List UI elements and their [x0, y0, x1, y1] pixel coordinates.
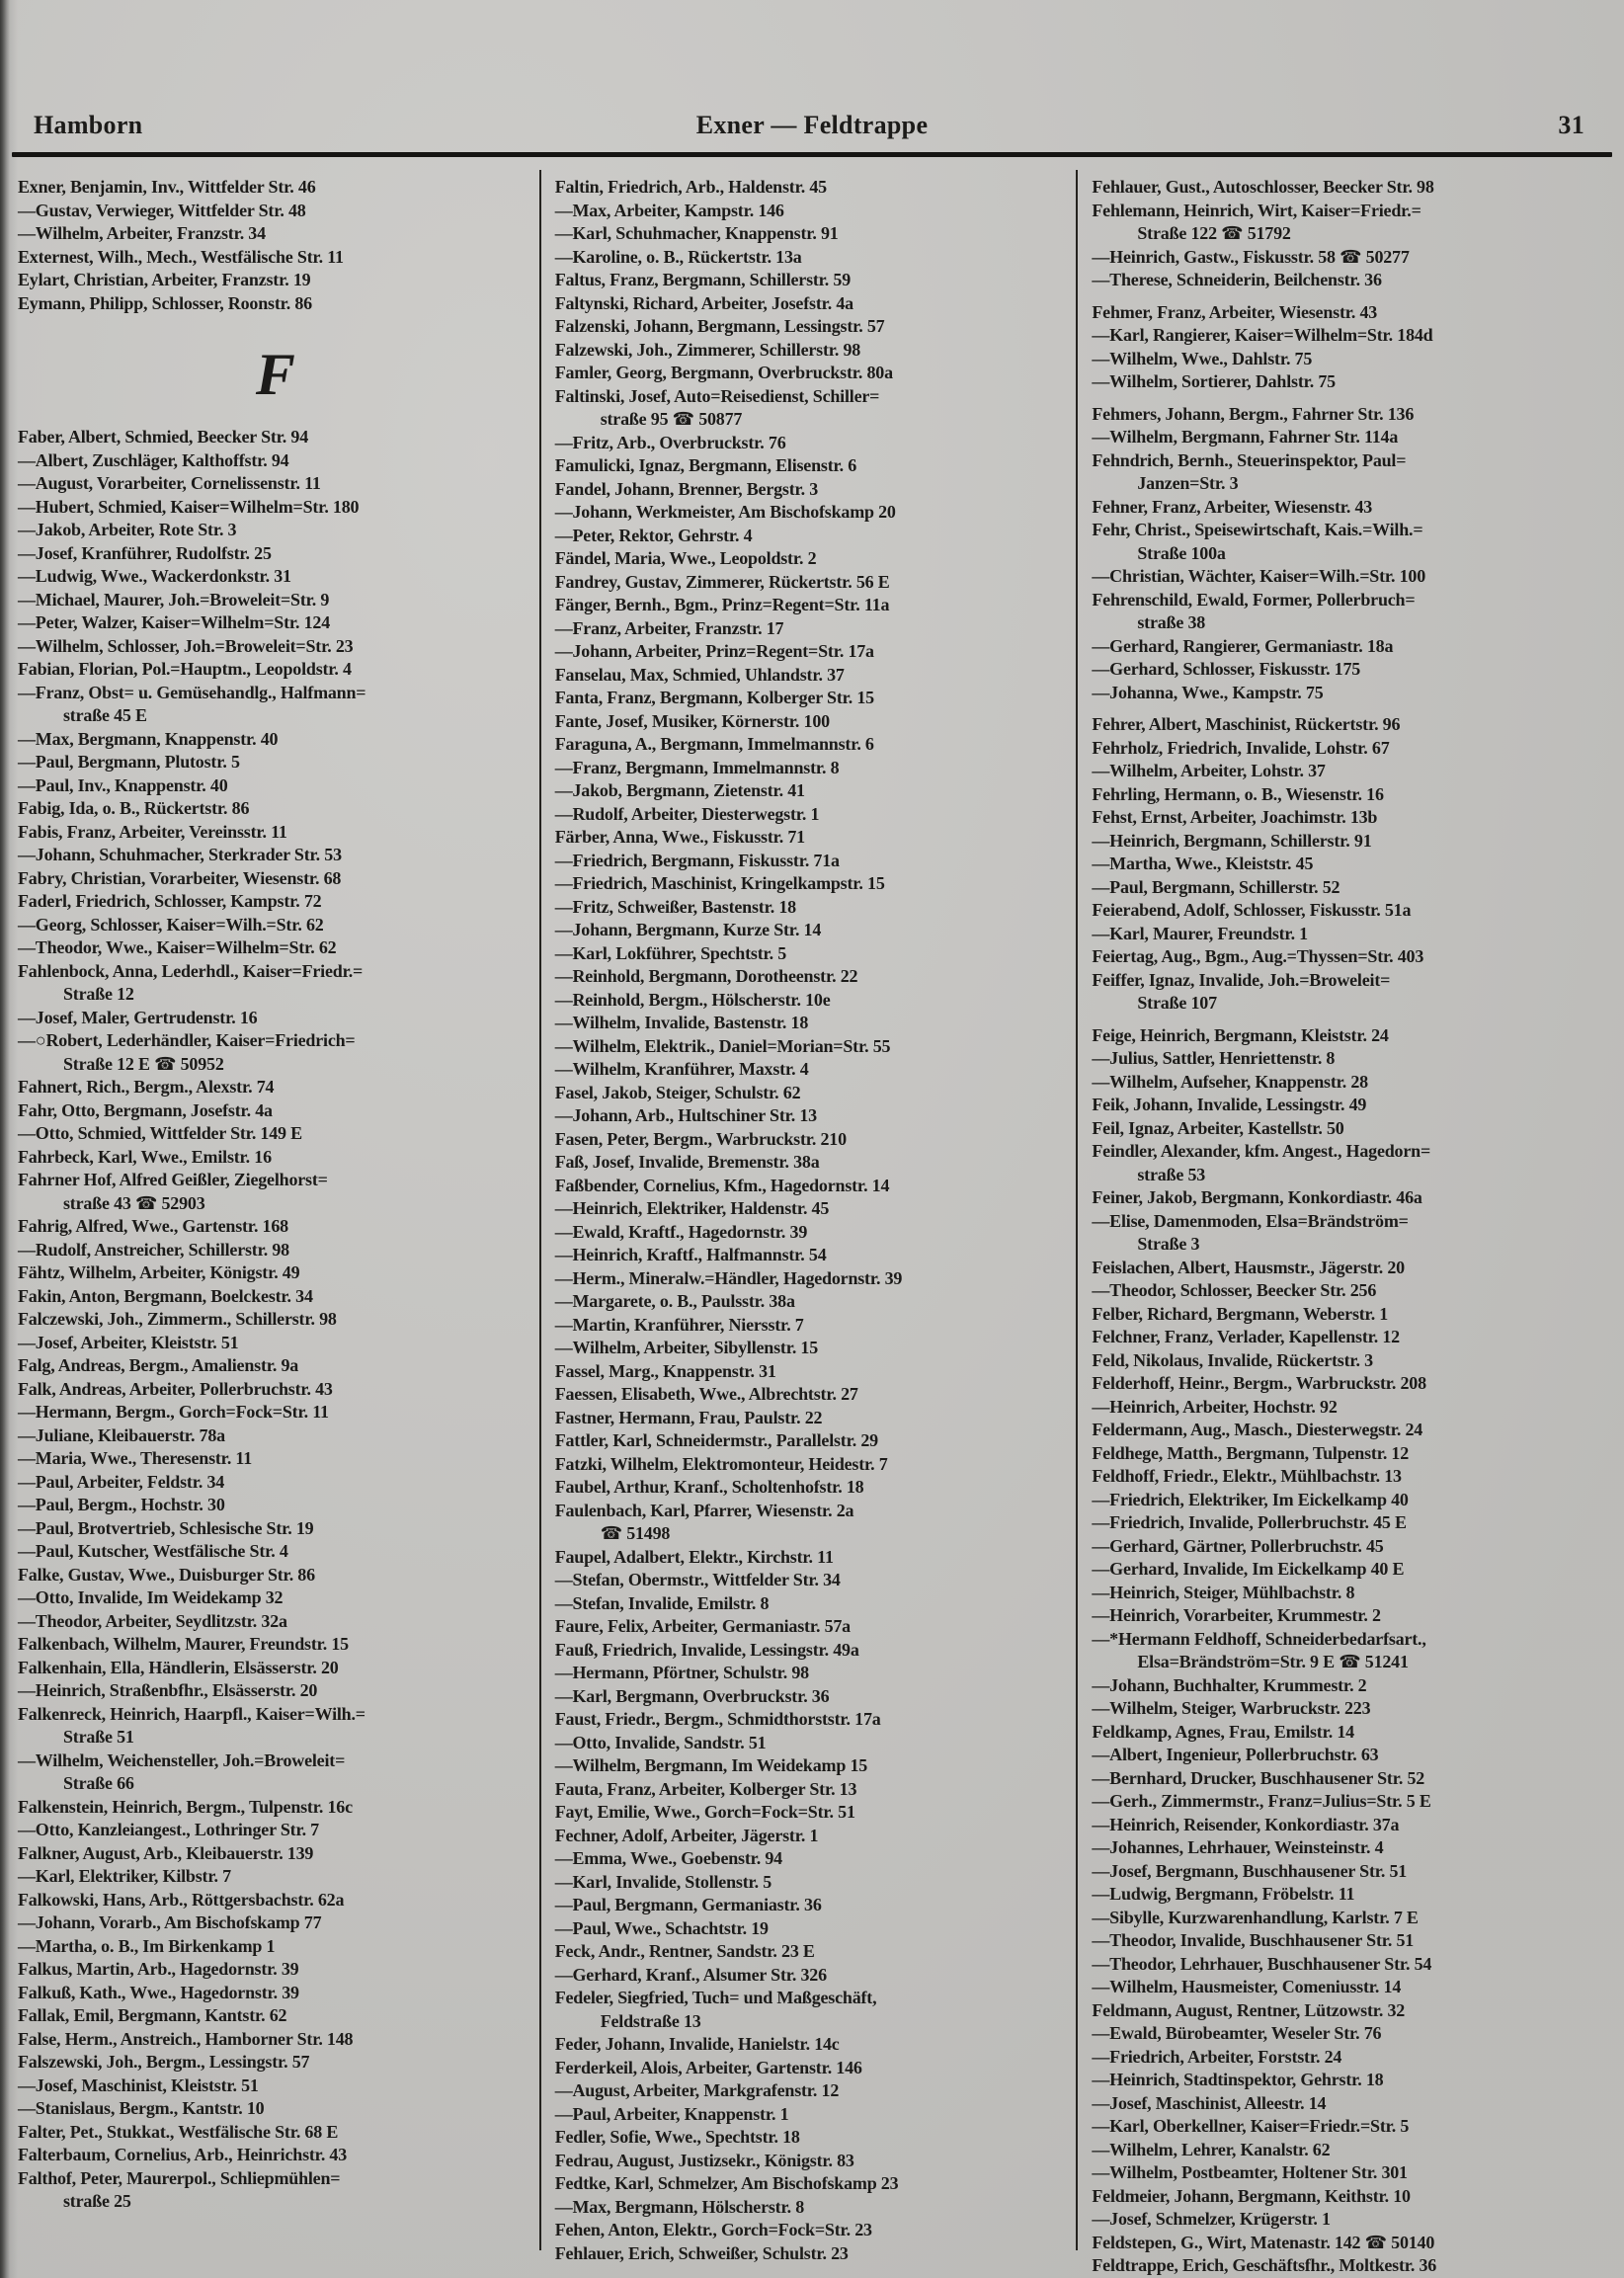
directory-entry: —Josef, Maschinist, Kleiststr. 51 — [18, 2075, 259, 2095]
directory-entry: Externest, Wilh., Mech., Westfälische Str. 11 — [18, 246, 344, 267]
directory-entry: —Paul, Wwe., Schachtstr. 19 — [554, 1917, 769, 1938]
directory-entry: —Hermann, Bergm., Gorch=Fock=Str. 11 — [18, 1402, 329, 1422]
directory-entry: —Stanislaus, Bergm., Kantstr. 10 — [18, 2098, 265, 2118]
directory-entry: —Fritz, Schweißer, Bastenstr. 18 — [554, 896, 796, 917]
directory-entry: Feiner, Jakob, Bergmann, Konkordiastr. 46a — [1092, 1187, 1422, 1207]
directory-entry: —Martha, Wwe., Kleiststr. 45 — [1092, 854, 1314, 873]
directory-entry: Feierabend, Adolf, Schlosser, Fiskusstr. 51a — [1092, 900, 1412, 920]
directory-entry: —Johann, Bergmann, Kurze Str. 14 — [554, 920, 822, 939]
directory-entry: —Heinrich, Steiger, Mühlbachstr. 8 — [1092, 1582, 1355, 1602]
directory-entry: Falszewski, Joh., Bergm., Lessingstr. 57 — [18, 2052, 310, 2072]
directory-entry: —Heinrich, Bergmann, Schillerstr. 91 — [1092, 830, 1372, 851]
directory-entry: Falkus, Martin, Arb., Hagedornstr. 39 — [18, 1959, 299, 1979]
directory-entry: Faure, Felix, Arbeiter, Germaniastr. 57a — [554, 1616, 851, 1636]
directory-entry: —Rudolf, Anstreicher, Schillerstr. 98 — [18, 1239, 289, 1260]
directory-entry: Fasen, Peter, Bergm., Warbruckstr. 210 — [554, 1128, 847, 1149]
directory-entry: Eymann, Philipp, Schlosser, Roonstr. 86 — [18, 292, 312, 313]
directory-entry: —Franz, Bergmann, Immelmannstr. 8 — [554, 757, 840, 777]
directory-entry: Faupel, Adalbert, Elektr., Kirchstr. 11 — [554, 1546, 834, 1567]
directory-entry: —Johanna, Wwe., Kampstr. 75 — [1092, 682, 1324, 702]
directory-entry: —Wilhelm, Postbeamter, Holtener Str. 301 — [1092, 2162, 1408, 2182]
directory-entry: Fandel, Johann, Brenner, Bergstr. 3 — [554, 478, 819, 499]
directory-entry: Fallak, Emil, Bergmann, Kantstr. 62 — [18, 2005, 287, 2025]
directory-entry: —Heinrich, Straßenbfhr., Elsässerstr. 20 — [18, 1680, 318, 1700]
directory-entry: Fastner, Hermann, Frau, Paulstr. 22 — [554, 1407, 823, 1427]
directory-entry: Fedler, Sofie, Wwe., Spechtstr. 18 — [554, 2127, 800, 2147]
directory-entry-continuation: straße 38 — [1137, 612, 1206, 632]
directory-entry: Falczewski, Joh., Zimmerm., Schillerstr. 98 — [18, 1309, 337, 1329]
directory-entry: Falthof, Peter, Maurerpol., Schliepmühlen= — [18, 2167, 341, 2188]
running-head-town: Hamborn — [34, 111, 143, 139]
directory-entry: —Johann, Arbeiter, Prinz=Regent=Str. 17a — [554, 641, 874, 661]
directory-entry: Fedeler, Siegfried, Tuch= und Maßgeschäft, — [554, 1988, 877, 2007]
directory-entry: —Gerhard, Gärtner, Pollerbruchstr. 45 — [1092, 1535, 1384, 1556]
directory-entry: —Heinrich, Reisender, Konkordiastr. 37a — [1092, 1814, 1400, 1834]
directory-entry: —Otto, Invalide, Sandstr. 51 — [554, 1732, 767, 1752]
directory-entry: —Hubert, Schmied, Kaiser=Wilhelm=Str. 180 — [18, 496, 360, 517]
page-header — [0, 111, 1624, 150]
directory-entry: Fahrig, Alfred, Wwe., Gartenstr. 168 — [18, 1216, 288, 1236]
directory-entry: Fehr, Christ., Speisewirtschaft, Kais.=Wilh.= — [1092, 520, 1423, 539]
directory-entry: —Wilhelm, Bergmann, Im Weidekamp 15 — [554, 1755, 868, 1775]
directory-entry: Fehner, Franz, Arbeiter, Wiesenstr. 43 — [1092, 496, 1373, 517]
directory-entry: Fauß, Friedrich, Invalide, Lessingstr. 49a — [554, 1639, 859, 1660]
directory-entry: Fahr, Otto, Bergmann, Josefstr. 4a — [18, 1099, 273, 1120]
directory-entry: Feder, Johann, Invalide, Hanielstr. 14c — [554, 2034, 840, 2054]
directory-entry: Falg, Andreas, Bergm., Amalienstr. 9a — [18, 1355, 299, 1375]
directory-entry: —Josef, Maschinist, Alleestr. 14 — [1092, 2092, 1327, 2113]
directory-entry: —*Hermann Feldhoff, Schneiderbedarfsart., — [1092, 1628, 1426, 1649]
directory-entry: Falterbaum, Cornelius, Arb., Heinrichstr. 43 — [18, 2145, 348, 2164]
directory-entry: —Julius, Sattler, Henriettenstr. 8 — [1092, 1048, 1336, 1068]
directory-entry: —Wilhelm, Kranführer, Maxstr. 4 — [554, 1059, 809, 1079]
directory-column-2 — [541, 170, 1077, 2278]
column-gap — [1092, 704, 1620, 713]
directory-entry-continuation: Straße 100a — [1137, 542, 1226, 563]
column-gap — [1092, 1016, 1620, 1024]
directory-entry-continuation: straße 43 ☎ 52903 — [63, 1192, 205, 1213]
directory-entry: —Heinrich, Arbeiter, Hochstr. 92 — [1092, 1396, 1338, 1417]
section-letter: F — [255, 342, 295, 407]
directory-entry: —Theodor, Invalide, Buschhausener Str. 51 — [1092, 1930, 1415, 1950]
directory-entry: —Max, Bergmann, Knappenstr. 40 — [18, 728, 279, 749]
directory-entry: Faltinski, Josef, Auto=Reisedienst, Schiller= — [554, 385, 880, 406]
directory-entry: —Emma, Wwe., Goebenstr. 94 — [554, 1848, 782, 1868]
directory-entry: —Karl, Bergmann, Overbruckstr. 36 — [554, 1685, 830, 1706]
directory-entry: Feiffer, Ignaz, Invalide, Joh.=Broweleit= — [1092, 969, 1391, 990]
directory-entry: —Wilhelm, Hausmeister, Comeniusstr. 14 — [1092, 1977, 1402, 1996]
directory-entry: —Friedrich, Elektriker, Im Eickelkamp 40 — [1092, 1489, 1409, 1509]
directory-entry: Feldstepen, G., Wirt, Matenastr. 142 ☎ 50140 — [1092, 2232, 1435, 2252]
directory-entry: —Max, Bergmann, Hölscherstr. 8 — [554, 2196, 804, 2217]
directory-entry: Fandrey, Gustav, Zimmerer, Rückertstr. 56 E — [554, 571, 890, 592]
directory-entry: Falzewski, Joh., Zimmerer, Schillerstr. 98 — [554, 339, 861, 360]
directory-entry: —Michael, Maurer, Joh.=Broweleit=Str. 9 — [18, 589, 330, 610]
directory-entry: Famulicki, Ignaz, Bergmann, Elisenstr. 6 — [554, 455, 857, 475]
directory-entry: —Max, Arbeiter, Kampstr. 146 — [554, 200, 784, 220]
directory-entry: —Jakob, Arbeiter, Rote Str. 3 — [18, 520, 237, 539]
directory-entry-continuation: Elsa=Brändström=Str. 9 E ☎ 51241 — [1137, 1652, 1409, 1671]
column-gap — [1092, 394, 1620, 403]
directory-entry: —Wilhelm, Bergmann, Fahrner Str. 114a — [1092, 427, 1399, 447]
directory-entry-continuation: Feldstraße 13 — [600, 2010, 701, 2031]
directory-entry: —Karl, Maurer, Freundstr. 1 — [1092, 923, 1308, 943]
directory-entry: Faltynski, Richard, Arbeiter, Josefstr. 4a — [554, 292, 853, 313]
directory-entry: Felber, Richard, Bergmann, Weberstr. 1 — [1092, 1303, 1389, 1324]
directory-entry: —Otto, Invalide, Im Weidekamp 32 — [18, 1587, 284, 1607]
directory-entry: —Theodor, Arbeiter, Seydlitzstr. 32a — [18, 1610, 287, 1631]
directory-entry: —August, Vorarbeiter, Cornelissenstr. 11 — [18, 473, 321, 493]
directory-entry: —Reinhold, Bergmann, Dorotheenstr. 22 — [554, 966, 858, 986]
directory-entry: Faderl, Friedrich, Schlosser, Kampstr. 72 — [18, 891, 322, 911]
directory-entry: —Elise, Damenmoden, Elsa=Brändström= — [1092, 1210, 1409, 1231]
directory-entry: —Wilhelm, Arbeiter, Sibyllenstr. 15 — [554, 1338, 819, 1357]
directory-entry: —Therese, Schneiderin, Beilchenstr. 36 — [1092, 270, 1382, 289]
directory-entry: Fahrner Hof, Alfred Geißler, Ziegelhorst= — [18, 1170, 328, 1189]
directory-entry: —Paul, Bergmann, Schillerstr. 52 — [1092, 876, 1340, 897]
directory-entry: Fechner, Adolf, Arbeiter, Jägerstr. 1 — [554, 1825, 819, 1845]
directory-entry: Fehndrich, Bernh., Steuerinspektor, Paul= — [1092, 449, 1407, 470]
directory-entry: Fahnert, Rich., Bergm., Alexstr. 74 — [18, 1077, 275, 1097]
directory-entry-continuation: straße 95 ☎ 50877 — [600, 409, 743, 429]
directory-entry: Feige, Heinrich, Bergmann, Kleiststr. 24 — [1092, 1024, 1389, 1045]
directory-entry: Fehlemann, Heinrich, Wirt, Kaiser=Friedr.= — [1092, 200, 1421, 220]
directory-entry: —Paul, Arbeiter, Knappenstr. 1 — [554, 2103, 789, 2124]
directory-entry: —Paul, Kutscher, Westfälische Str. 4 — [18, 1541, 288, 1561]
directory-entry-continuation: Straße 66 — [63, 1773, 134, 1793]
directory-entry: Feldermann, Aug., Masch., Diesterwegstr. 24 — [1092, 1420, 1423, 1439]
directory-entry: Fahlenbock, Anna, Lederhdl., Kaiser=Friedr.= — [18, 960, 364, 981]
directory-entry: Faessen, Elisabeth, Wwe., Albrechtstr. 27 — [554, 1384, 858, 1404]
directory-entry: —Sibylle, Kurzwarenhandlung, Karlstr. 7 E — [1092, 1907, 1419, 1927]
directory-entry: —Jakob, Bergmann, Zietenstr. 41 — [554, 780, 805, 800]
directory-entry: —Albert, Ingenieur, Pollerbruchstr. 63 — [1092, 1745, 1379, 1764]
directory-entry-continuation: Straße 107 — [1137, 993, 1217, 1013]
directory-entry: Fehlauer, Gust., Autoschlosser, Beecker Str. 98 — [1092, 177, 1434, 197]
directory-entry: —Heinrich, Elektriker, Haldenstr. 45 — [554, 1198, 830, 1218]
directory-entry: Exner, Benjamin, Inv., Wittfelder Str. 46 — [18, 177, 316, 197]
directory-entry: —Theodor, Schlosser, Beecker Str. 256 — [1092, 1280, 1377, 1300]
directory-entry: —Herm., Mineralw.=Händler, Hagedornstr. 39 — [554, 1267, 903, 1288]
directory-entry: —Wilhelm, Steiger, Warbruckstr. 223 — [1092, 1698, 1371, 1718]
directory-entry: —Ewald, Kraftf., Hagedornstr. 39 — [554, 1221, 808, 1242]
directory-entry: —Theodor, Wwe., Kaiser=Wilhelm=Str. 62 — [18, 937, 337, 957]
directory-entry: —Margarete, o. B., Paulsstr. 38a — [554, 1291, 795, 1311]
directory-entry: Feik, Johann, Invalide, Lessingstr. 49 — [1092, 1095, 1367, 1114]
directory-entry: —Wilhelm, Wwe., Dahlstr. 75 — [1092, 348, 1313, 368]
directory-entry: —○Robert, Lederhändler, Kaiser=Friedrich= — [18, 1030, 356, 1050]
directory-entry: Fehlauer, Erich, Schweißer, Schulstr. 23 — [554, 2242, 849, 2263]
directory-entry: Falter, Pet., Stukkat., Westfälische Str. 68 E — [18, 2121, 339, 2142]
directory-entry: —Otto, Kanzleiangest., Lothringer Str. 7 — [18, 1820, 319, 1839]
directory-entry: —Martin, Kranführer, Niersstr. 7 — [554, 1314, 804, 1335]
directory-entry: —August, Arbeiter, Markgrafenstr. 12 — [554, 2080, 840, 2100]
directory-entry: —Ewald, Bürobeamter, Weseler Str. 76 — [1092, 2023, 1382, 2043]
directory-entry: —Johann, Schuhmacher, Sterkrader Str. 53 — [18, 845, 342, 864]
directory-entry: Fanselau, Max, Schmied, Uhlandstr. 37 — [554, 664, 845, 685]
directory-entry: —Rudolf, Arbeiter, Diesterwegstr. 1 — [554, 803, 820, 824]
directory-entry: —Gerh., Zimmermstr., Franz=Julius=Str. 5 E — [1092, 1791, 1431, 1811]
directory-entry: —Stefan, Obermstr., Wittfelder Str. 34 — [554, 1570, 841, 1589]
directory-entry: Fanta, Franz, Bergmann, Kolberger Str. 15 — [554, 688, 874, 707]
directory-entry: —Johannes, Lehrhauer, Weinsteinstr. 4 — [1092, 1837, 1384, 1857]
directory-entry: —Johann, Vorarb., Am Bischofskamp 77 — [18, 1912, 322, 1932]
directory-entry: —Friedrich, Maschinist, Kringelkampstr. 15 — [554, 873, 885, 893]
directory-entry-continuation: ☎ 51498 — [600, 1523, 671, 1543]
directory-entry: Feldtrappe, Erich, Geschäftsfhr., Moltkestr. 36 — [1092, 2255, 1437, 2275]
directory-entry: Faltin, Friedrich, Arb., Haldenstr. 45 — [554, 177, 827, 197]
directory-entry: Feindler, Alexander, kfm. Angest., Hagedorn= — [1092, 1141, 1431, 1161]
directory-entry: —Gerhard, Invalide, Im Eickelkamp 40 E — [1092, 1559, 1405, 1579]
directory-entry: Felderhoff, Heinr., Bergm., Warbruckstr. 208 — [1092, 1373, 1426, 1393]
directory-entry: —Paul, Bergmann, Germaniastr. 36 — [554, 1895, 822, 1914]
directory-entry: —Karl, Invalide, Stollenstr. 5 — [554, 1871, 772, 1892]
directory-entry: Feil, Ignaz, Arbeiter, Kastellstr. 50 — [1092, 1117, 1344, 1138]
directory-entry: —Paul, Inv., Knappenstr. 40 — [18, 774, 228, 795]
directory-entry: —Paul, Bergmann, Plutostr. 5 — [18, 752, 240, 772]
header-rule — [12, 152, 1612, 157]
directory-entry: Fändel, Maria, Wwe., Leopoldstr. 2 — [554, 548, 817, 568]
directory-entry: —Martha, o. B., Im Birkenkamp 1 — [18, 1935, 276, 1956]
directory-entry: —Albert, Zuschläger, Kalthoffstr. 94 — [18, 449, 289, 470]
directory-entry: —Gustav, Verwieger, Wittfelder Str. 48 — [18, 200, 306, 220]
directory-entry: —Georg, Schlosser, Kaiser=Wilh.=Str. 62 — [18, 914, 324, 935]
directory-entry: —Wilhelm, Schlosser, Joh.=Broweleit=Str. 23 — [18, 635, 354, 656]
directory-entry: —Christian, Wächter, Kaiser=Wilh.=Str. 100 — [1092, 566, 1426, 586]
directory-entry: —Stefan, Invalide, Emilstr. 8 — [554, 1592, 770, 1613]
directory-entry: —Wilhelm, Arbeiter, Lohstr. 37 — [1092, 761, 1326, 780]
directory-entry: Fattler, Karl, Schneidermstr., Parallelstr. 29 — [554, 1430, 878, 1450]
directory-entry-continuation: Straße 12 — [63, 984, 134, 1004]
directory-entry: —Franz, Arbeiter, Franzstr. 17 — [554, 617, 784, 638]
directory-entry: —Wilhelm, Weichensteller, Joh.=Broweleit= — [18, 1749, 346, 1770]
directory-entry: Fasel, Jakob, Steiger, Schulstr. 62 — [554, 1082, 801, 1102]
directory-entry: Eylart, Christian, Arbeiter, Franzstr. 19 — [18, 270, 311, 289]
directory-entry: Färber, Anna, Wwe., Fiskusstr. 71 — [554, 827, 805, 847]
directory-entry: —Friedrich, Arbeiter, Forststr. 24 — [1092, 2046, 1342, 2067]
directory-entry-continuation: straße 53 — [1137, 1164, 1206, 1184]
directory-entry: Fehrer, Albert, Maschinist, Rückertstr. 96 — [1092, 714, 1401, 734]
directory-entry: Feiertag, Aug., Bgm., Aug.=Thyssen=Str. 403 — [1092, 946, 1424, 966]
directory-entry: —Wilhelm, Sortierer, Dahlstr. 75 — [1092, 371, 1336, 391]
directory-entry: Feldkamp, Agnes, Frau, Emilstr. 14 — [1092, 1721, 1354, 1742]
directory-entry: —Peter, Rektor, Gehrstr. 4 — [554, 525, 753, 545]
directory-entry: —Theodor, Lehrhauer, Buschhausener Str. 54 — [1092, 1953, 1432, 1974]
directory-column-1 — [0, 170, 539, 2278]
directory-entry: Fahrbeck, Karl, Wwe., Emilstr. 16 — [18, 1146, 272, 1167]
directory-entry: —Heinrich, Kraftf., Halfmannstr. 54 — [554, 1245, 827, 1264]
directory-entry: —Johann, Buchhalter, Krummestr. 2 — [1092, 1674, 1367, 1695]
directory-entry: Faltus, Franz, Bergmann, Schillerstr. 59 — [554, 270, 852, 289]
directory-entry: Fayt, Emilie, Wwe., Gorch=Fock=Str. 51 — [554, 1802, 855, 1822]
directory-entry: —Johann, Werkmeister, Am Bischofskamp 20 — [554, 502, 896, 522]
directory-entry: Feldhege, Matth., Bergmann, Tulpenstr. 12 — [1092, 1442, 1410, 1463]
directory-entry: —Josef, Maler, Gertrudenstr. 16 — [18, 1007, 258, 1027]
directory-entry: —Ludwig, Wwe., Wackerdonkstr. 31 — [18, 566, 291, 586]
directory-entry: —Heinrich, Stadtinspektor, Gehrstr. 18 — [1092, 2070, 1384, 2089]
directory-entry: Falkenhain, Ella, Händlerin, Elsässerstr. 20 — [18, 1657, 339, 1677]
directory-entry: —Ludwig, Bergmann, Fröbelstr. 11 — [1092, 1884, 1355, 1904]
directory-entry: —Gerhard, Kranf., Alsumer Str. 326 — [554, 1964, 827, 1985]
directory-entry: Fabis, Franz, Arbeiter, Vereinsstr. 11 — [18, 821, 287, 842]
directory-entry-continuation: Straße 3 — [1137, 1234, 1200, 1254]
directory-entry: False, Herm., Anstreich., Hamborner Str. 148 — [18, 2028, 354, 2049]
directory-entry: Fauta, Franz, Arbeiter, Kolberger Str. 13 — [554, 1778, 857, 1799]
column-gap — [1092, 292, 1620, 301]
directory-column-3 — [1078, 170, 1624, 2278]
directory-entry: —Wilhelm, Invalide, Bastenstr. 18 — [554, 1013, 809, 1032]
directory-entry: Fehen, Anton, Elektr., Gorch=Fock=Str. 23 — [554, 2220, 872, 2239]
directory-entry: Falkuß, Kath., Wwe., Hagedornstr. 39 — [18, 1982, 299, 2002]
directory-entry: Falkenbach, Wilhelm, Maurer, Freundstr. 15 — [18, 1634, 349, 1654]
directory-entry: —Karl, Oberkellner, Kaiser=Friedr.=Str. 5 — [1092, 2116, 1410, 2136]
directory-entry: Falkenreck, Heinrich, Haarpfl., Kaiser=Wilh.= — [18, 1703, 365, 1724]
directory-entry: Fänger, Bernh., Bgm., Prinz=Regent=Str. 11a — [554, 595, 890, 614]
directory-entry: —Josef, Kranführer, Rudolfstr. 25 — [18, 542, 272, 563]
directory-entry: Feldmeier, Johann, Bergmann, Keithstr. 10 — [1092, 2185, 1411, 2206]
directory-entry-continuation: straße 25 — [63, 2191, 131, 2211]
directory-entry-continuation: Straße 51 — [63, 1727, 134, 1747]
directory-columns — [0, 170, 1624, 2278]
directory-entry: —Karl, Lokführer, Spechtstr. 5 — [554, 942, 787, 963]
directory-entry: Fehrenschild, Ewald, Former, Pollerbruch= — [1092, 589, 1416, 610]
directory-entry: Faubel, Arthur, Kranf., Scholtenhofstr. 18 — [554, 1477, 864, 1497]
directory-entry: —Bernhard, Drucker, Buschhausener Str. 52 — [1092, 1767, 1425, 1788]
directory-entry: Fante, Josef, Musiker, Körnerstr. 100 — [554, 710, 830, 731]
directory-entry: —Josef, Arbeiter, Kleiststr. 51 — [18, 1332, 239, 1352]
directory-entry: Fakin, Anton, Bergmann, Boelckestr. 34 — [18, 1285, 313, 1306]
directory-entry: Feldhoff, Friedr., Elektr., Mühlbachstr. 13 — [1092, 1466, 1402, 1486]
directory-entry: Fatzki, Wilhelm, Elektromonteur, Heidestr. 7 — [554, 1453, 888, 1474]
directory-entry-continuation: Straße 122 ☎ 51792 — [1137, 223, 1291, 243]
directory-entry: —Karl, Schuhmacher, Knappenstr. 91 — [554, 223, 839, 243]
directory-entry: Feislachen, Albert, Hausmstr., Jägerstr. 20 — [1092, 1257, 1405, 1277]
directory-entry: Fehrling, Hermann, o. B., Wiesenstr. 16 — [1092, 783, 1384, 804]
directory-entry: —Juliane, Kleibauerstr. 78a — [18, 1424, 225, 1445]
directory-entry: Feld, Nikolaus, Invalide, Rückertstr. 3 — [1092, 1349, 1373, 1370]
directory-entry: —Hermann, Pförtner, Schulstr. 98 — [554, 1663, 809, 1682]
directory-entry: Faulenbach, Karl, Pfarrer, Wiesenstr. 2a — [554, 1500, 854, 1520]
directory-entry: Faust, Friedr., Bergm., Schmidthorststr. 17a — [554, 1709, 881, 1729]
directory-entry: Famler, Georg, Bergmann, Overbruckstr. 80a — [554, 363, 893, 382]
directory-entry: Feldmann, August, Rentner, Lützowstr. 32 — [1092, 1999, 1406, 2020]
directory-entry: —Karl, Rangierer, Kaiser=Wilhelm=Str. 184d — [1092, 325, 1433, 345]
directory-entry: Fabry, Christian, Vorarbeiter, Wiesenstr. 68 — [18, 867, 342, 888]
directory-entry: Faber, Albert, Schmied, Beecker Str. 94 — [18, 427, 309, 447]
directory-entry: Falke, Gustav, Wwe., Duisburger Str. 86 — [18, 1564, 315, 1585]
directory-entry: Fedrau, August, Justizsekr., Königstr. 83 — [554, 2150, 854, 2170]
directory-entry: —Heinrich, Vorarbeiter, Krummestr. 2 — [1092, 1605, 1381, 1625]
directory-entry: Felchner, Franz, Verlader, Kapellenstr. 12 — [1092, 1327, 1400, 1346]
directory-entry: Feck, Andr., Rentner, Sandstr. 23 E — [554, 1941, 815, 1961]
directory-entry: —Paul, Brotvertrieb, Schlesische Str. 19 — [18, 1517, 314, 1538]
directory-entry: Faraguna, A., Bergmann, Immelmannstr. 6 — [554, 734, 874, 754]
directory-entry: —Franz, Obst= u. Gemüsehandlg., Halfmann= — [18, 682, 366, 702]
directory-entry: —Josef, Schmelzer, Krügerstr. 1 — [1092, 2209, 1331, 2229]
directory-entry: —Otto, Schmied, Wittfelder Str. 149 E — [18, 1123, 302, 1143]
directory-entry: Falkenstein, Heinrich, Bergm., Tulpenstr. 16c — [18, 1796, 353, 1817]
directory-entry: —Peter, Walzer, Kaiser=Wilhelm=Str. 124 — [18, 612, 331, 632]
directory-entry: —Paul, Arbeiter, Feldstr. 34 — [18, 1471, 225, 1492]
directory-entry: Fabig, Ida, o. B., Rückertstr. 86 — [18, 798, 250, 818]
directory-entry: —Gerhard, Rangierer, Germaniastr. 18a — [1092, 635, 1394, 656]
directory-entry: —Gerhard, Schlosser, Fiskusstr. 175 — [1092, 659, 1361, 679]
directory-entry-continuation: straße 45 E — [63, 705, 147, 725]
directory-entry: —Wilhelm, Lehrer, Kanalstr. 62 — [1092, 2139, 1331, 2159]
directory-entry: —Wilhelm, Aufseher, Knappenstr. 28 — [1092, 1071, 1368, 1092]
directory-entry: Fehrholz, Friedrich, Invalide, Lohstr. 67 — [1092, 737, 1390, 758]
directory-entry: —Maria, Wwe., Theresenstr. 11 — [18, 1448, 253, 1468]
directory-entry: —Paul, Bergm., Hochstr. 30 — [18, 1495, 225, 1514]
directory-entry: Falkner, August, Arb., Kleibauerstr. 139 — [18, 1842, 314, 1863]
directory-entry: —Heinrich, Gastw., Fiskusstr. 58 ☎ 50277 — [1092, 246, 1410, 267]
directory-entry: Fähtz, Wilhelm, Arbeiter, Königstr. 49 — [18, 1262, 300, 1282]
directory-entry: Fabian, Florian, Pol.=Hauptm., Leopoldstr. 4 — [18, 659, 352, 679]
directory-entry: —Friedrich, Invalide, Pollerbruchstr. 45 E — [1092, 1512, 1407, 1532]
directory-entry: —Josef, Bergmann, Buschhausener Str. 51 — [1092, 1860, 1408, 1881]
directory-entry: Fehmers, Johann, Bergm., Fahrner Str. 136 — [1092, 403, 1415, 424]
directory-entry: Faßbender, Cornelius, Kfm., Hagedornstr. 14 — [554, 1175, 890, 1195]
directory-entry: —Fritz, Arb., Overbruckstr. 76 — [554, 432, 786, 452]
directory-entry: Faß, Josef, Invalide, Bremenstr. 38a — [554, 1152, 820, 1172]
directory-entry: —Wilhelm, Arbeiter, Franzstr. 34 — [18, 223, 266, 243]
directory-entry: Fassel, Marg., Knappenstr. 31 — [554, 1360, 776, 1381]
directory-entry: Falzenski, Johann, Bergmann, Lessingstr. 57 — [554, 316, 885, 336]
directory-entry: Fehst, Ernst, Arbeiter, Joachimstr. 13b — [1092, 807, 1378, 827]
running-head-range: Exner — Feldtrappe — [695, 111, 929, 139]
directory-entry: —Reinhold, Bergm., Hölscherstr. 10e — [554, 989, 831, 1010]
page-number: 31 — [1558, 111, 1584, 139]
directory-entry: Falk, Andreas, Arbeiter, Pollerbruchstr. 43 — [18, 1378, 333, 1399]
directory-entry: Falkowski, Hans, Arb., Röttgersbachstr. 62a — [18, 1889, 345, 1910]
directory-entry: —Wilhelm, Elektrik., Daniel=Morian=Str. 55 — [554, 1035, 891, 1056]
directory-entry: Fedtke, Karl, Schmelzer, Am Bischofskamp 23 — [554, 2173, 899, 2193]
directory-entry: —Friedrich, Bergmann, Fiskusstr. 71a — [554, 850, 840, 870]
directory-entry: Fehmer, Franz, Arbeiter, Wiesenstr. 43 — [1092, 301, 1378, 322]
directory-entry: —Johann, Arb., Hultschiner Str. 13 — [554, 1105, 817, 1125]
directory-entry: Ferderkeil, Alois, Arbeiter, Gartenstr. 146 — [554, 2057, 862, 2077]
directory-entry-continuation: Janzen=Str. 3 — [1137, 473, 1239, 493]
directory-entry-continuation: Straße 12 E ☎ 50952 — [63, 1053, 224, 1074]
directory-entry: —Karoline, o. B., Rückertstr. 13a — [554, 246, 802, 267]
directory-entry: —Karl, Elektriker, Kilbstr. 7 — [18, 1866, 231, 1886]
